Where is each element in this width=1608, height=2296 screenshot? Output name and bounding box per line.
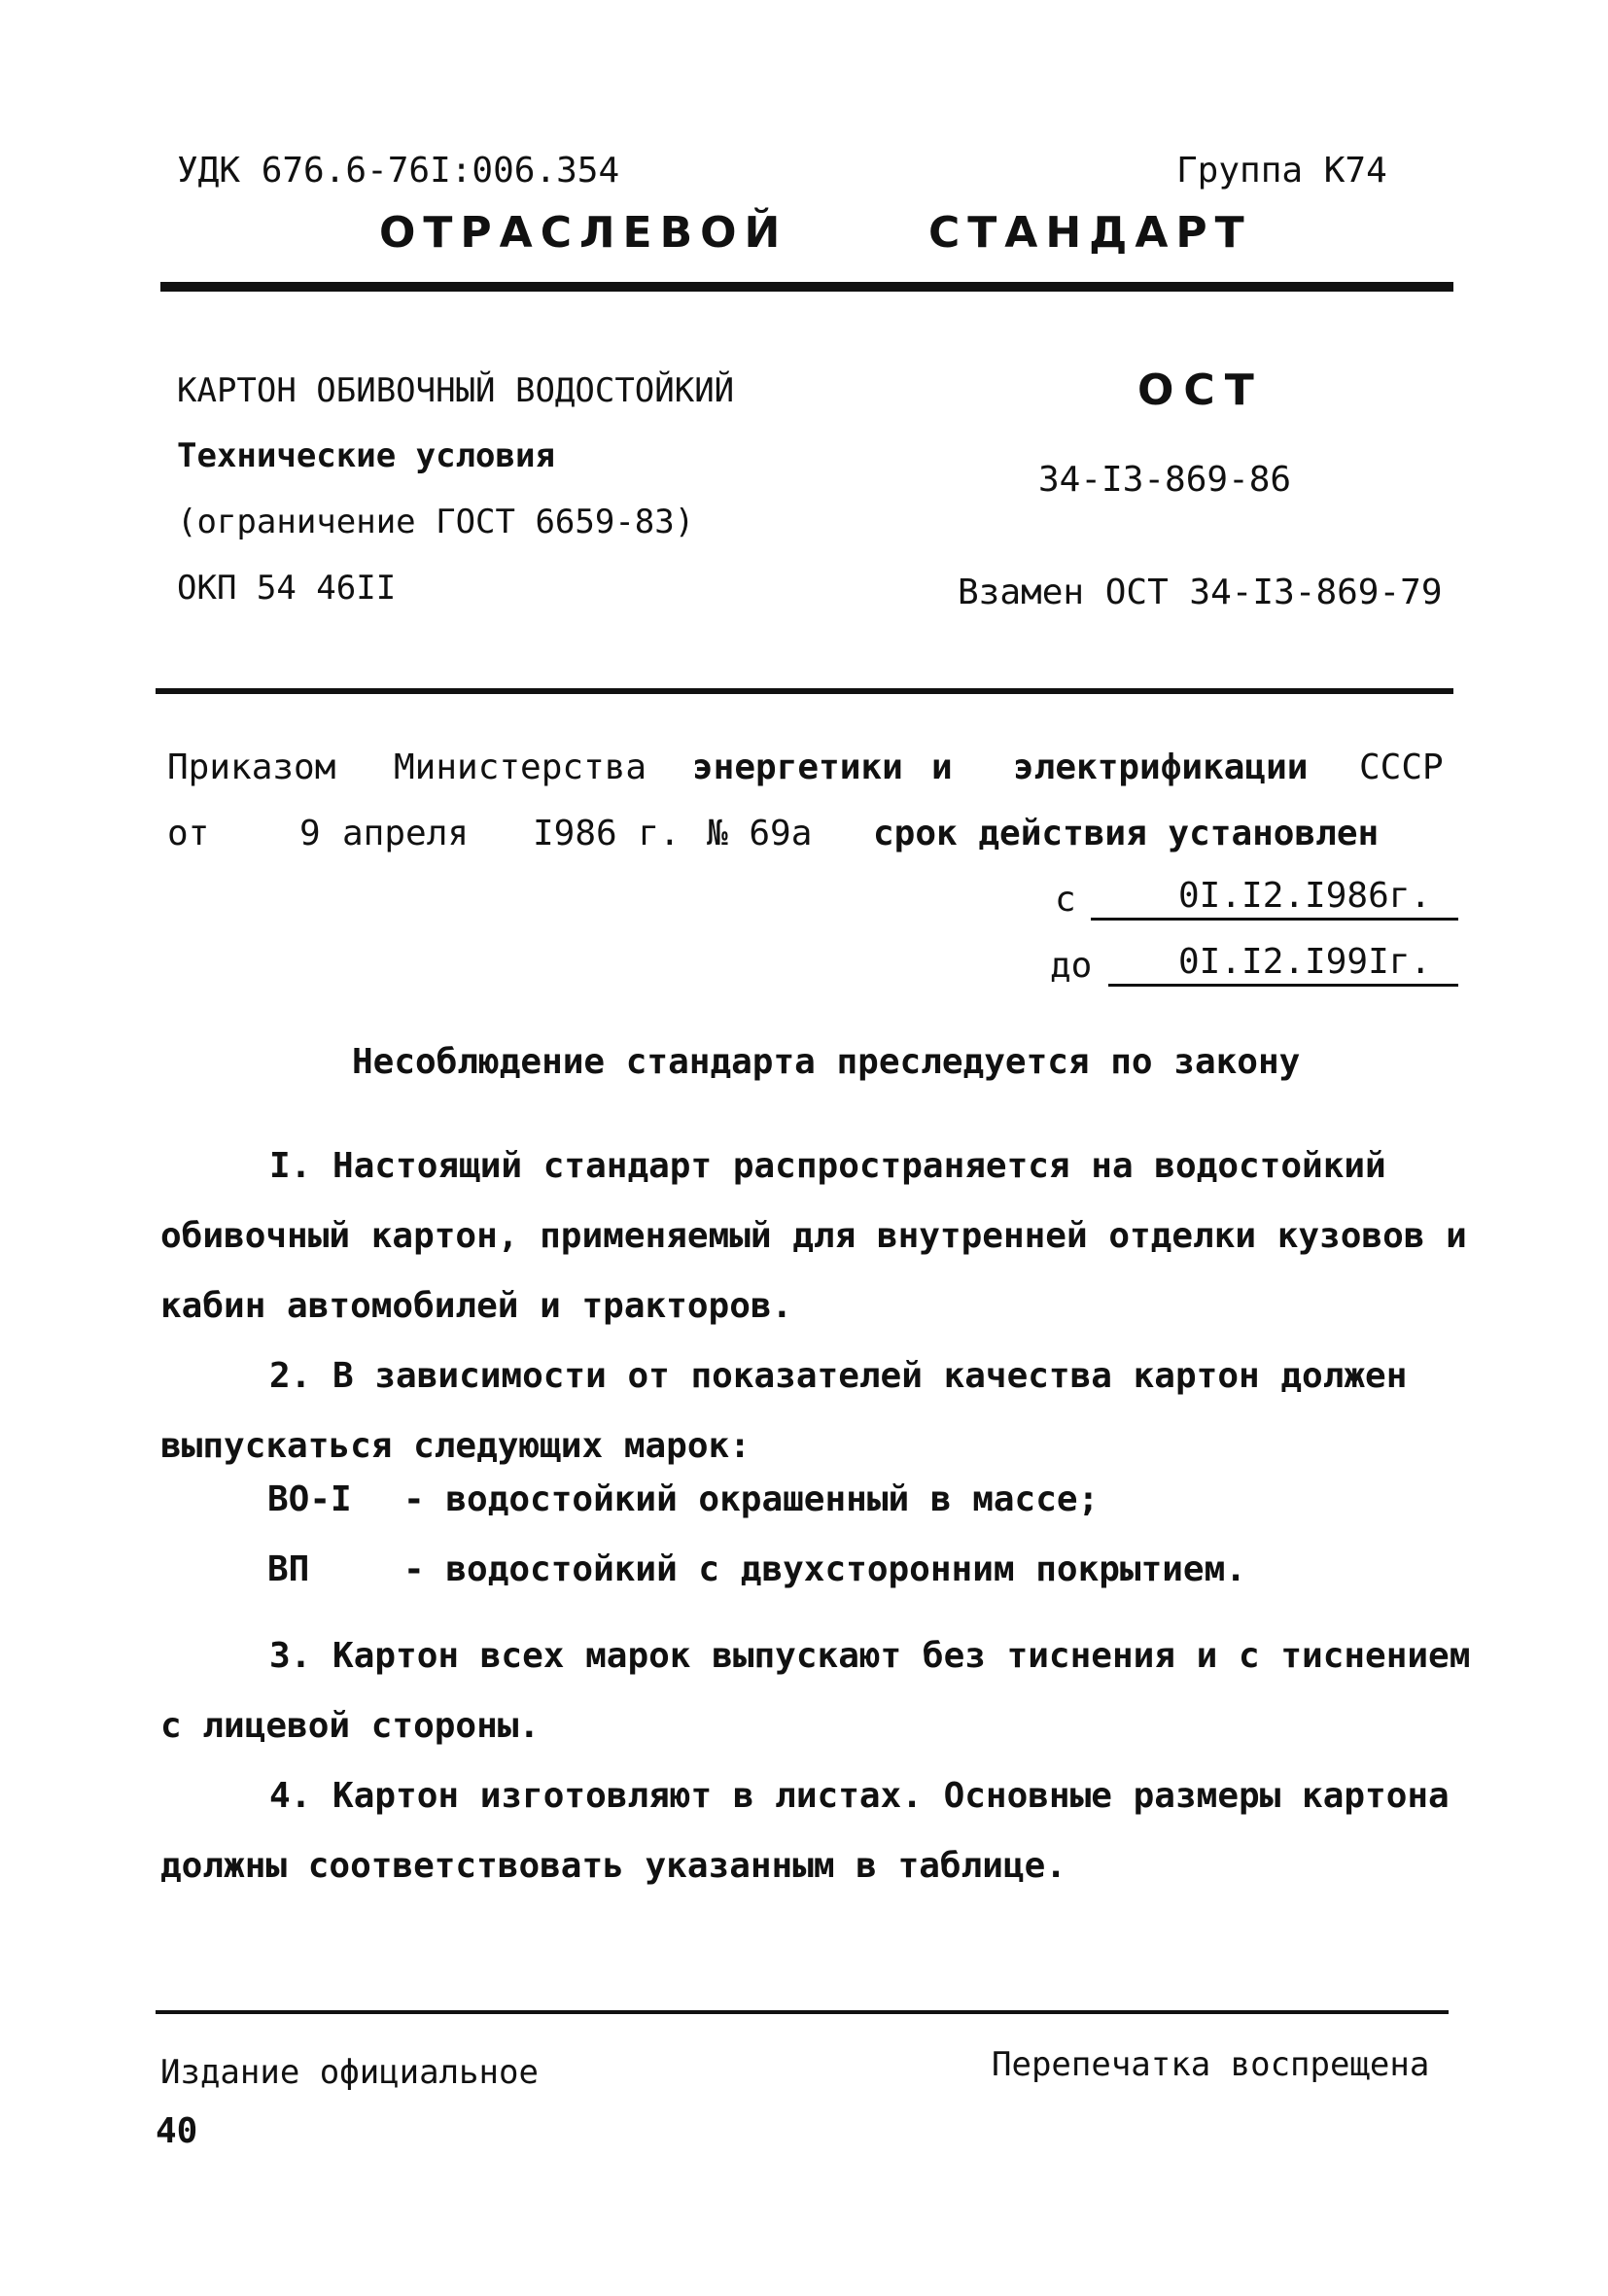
product-subtitle: Технические условия [177, 436, 555, 475]
group-code: Группа К74 [1176, 151, 1387, 191]
valid-to-date: 0I.I2.I99Iг. [1178, 942, 1432, 982]
valid-from-prefix: с [1055, 880, 1076, 920]
paragraph-1-text: I. Настоящий стандарт распространяется на водостойкий обивочный картон, применяемый для внутренней отделки кузовов и кабин автомобилей и тракторов. [160, 1146, 1467, 1326]
ost-label: ОСТ [1137, 365, 1264, 415]
order-word-1: Приказом [167, 748, 336, 787]
footer-rule [156, 2010, 1449, 2014]
mark-description: - водостойкий с двухсторонним покрытием. [403, 1549, 1246, 1589]
paragraph-3 [160, 1621, 1502, 1761]
paragraph-4-text: 4. Картон изготовляют в листах. Основные размеры картона должны соответствовать указанным в таблице. [160, 1776, 1450, 1886]
paragraph-3-text: 3. Картон всех марок выпускают без тиснения и с тиснением с лицевой стороны. [160, 1636, 1471, 1746]
standard-type-right: СТАНДАРТ [928, 208, 1252, 258]
legal-notice: Несоблюдение стандарта преследуется по закону [352, 1042, 1301, 1082]
paragraph-4 [160, 1761, 1502, 1901]
paragraph-1 [160, 1131, 1502, 1341]
order-from: от [167, 814, 210, 853]
okp-code: ОКП 54 46II [177, 569, 397, 608]
standard-type-left: ОТРАСЛЕВОЙ [379, 208, 788, 258]
mark-item [267, 1479, 1100, 1519]
paragraph-2-text: 2. В зависимости от показателей качества картон должен выпускаться следующих марок: [160, 1356, 1408, 1466]
mark-code: ВП [267, 1549, 310, 1589]
header-rule [160, 282, 1453, 292]
order-word-5: электрификации [1013, 748, 1309, 787]
mark-code: ВО-I [267, 1479, 352, 1519]
replaces-note: Взамен ОСТ 34-I3-869-79 [958, 573, 1443, 612]
product-name: КАРТОН ОБИВОЧНЫЙ ВОДОСТОЙКИЙ [177, 371, 735, 410]
order-term: срок действия установлен [873, 814, 1380, 853]
valid-from-date: 0I.I2.I986г. [1178, 876, 1432, 916]
ost-number: 34-I3-869-86 [1038, 460, 1292, 500]
mark-item [267, 1549, 1246, 1589]
order-word-3: энергетики [692, 748, 903, 787]
order-word-6: СССР [1359, 748, 1444, 787]
order-number: № 69а [707, 814, 813, 853]
order-month: апреля [342, 814, 470, 853]
mark-description: - водостойкий окрашенный в массе; [403, 1479, 1100, 1519]
valid-from-underline [1091, 918, 1458, 921]
edition-note: Издание официальное [160, 2053, 539, 2092]
section-rule [156, 688, 1453, 694]
valid-to-prefix: до [1050, 946, 1093, 986]
order-word-2: Министерства [394, 748, 647, 787]
product-restriction: (ограничение ГОСТ 6659-83) [177, 503, 695, 541]
order-word-4: и [931, 748, 953, 787]
paragraph-2 [160, 1341, 1502, 1481]
udk-code: УДК 676.6-76I:006.354 [177, 151, 620, 191]
order-year: I986 г. [533, 814, 681, 853]
order-day: 9 [299, 814, 321, 853]
valid-to-underline [1108, 984, 1458, 987]
reprint-note: Перепечатка воспрещена [992, 2045, 1430, 2084]
page-number: 40 [156, 2111, 198, 2151]
